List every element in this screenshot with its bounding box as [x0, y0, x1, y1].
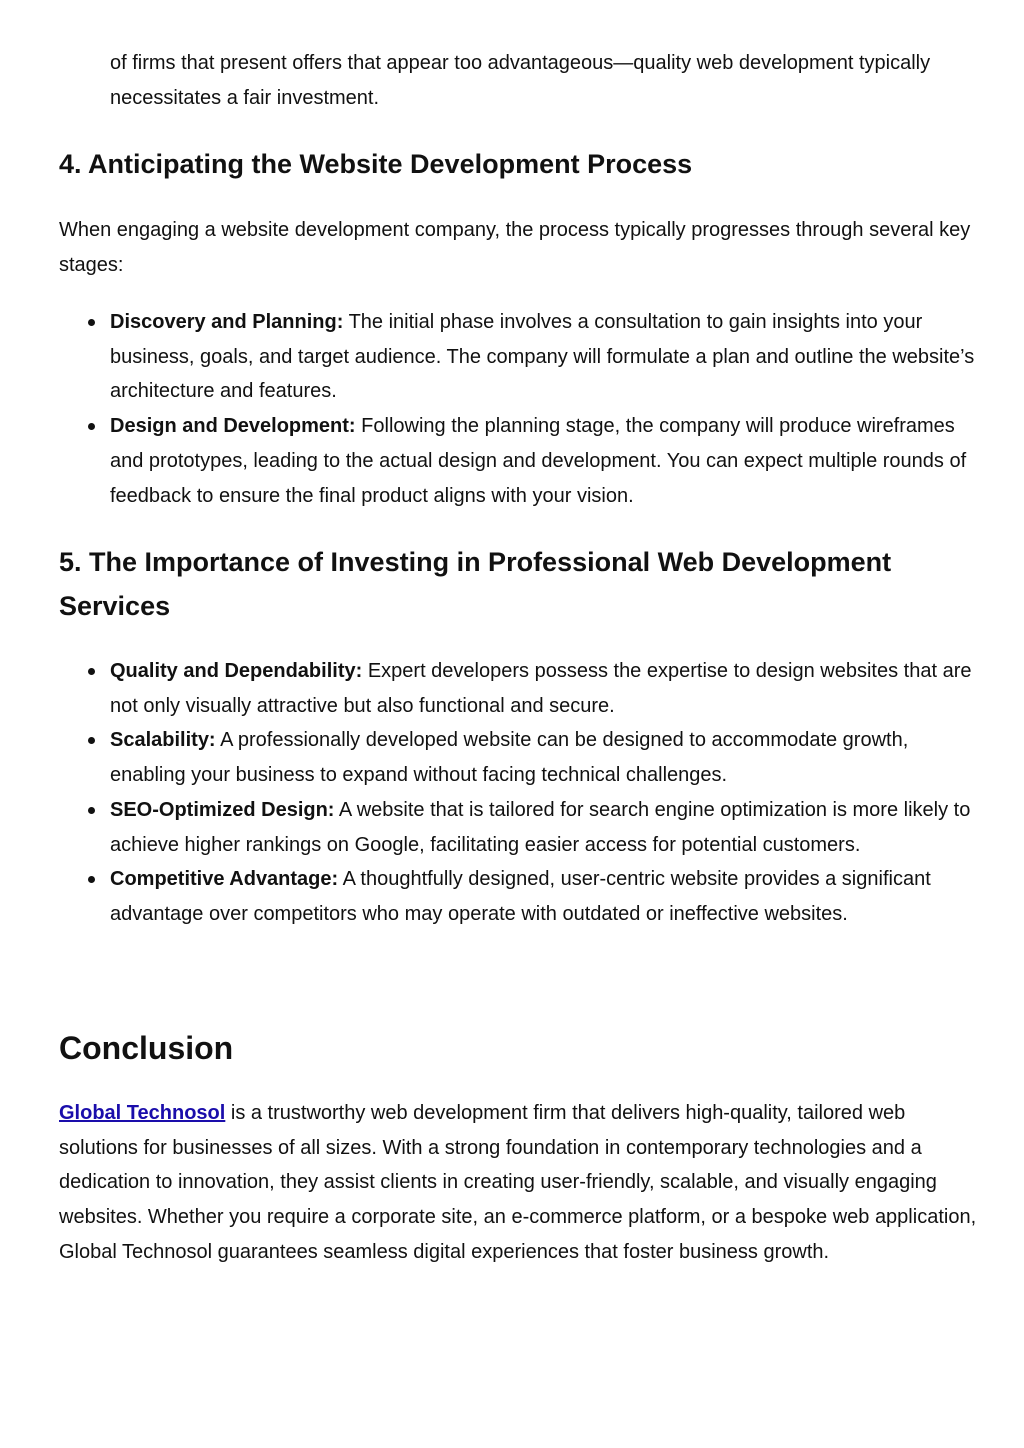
bullet-icon: [88, 737, 95, 744]
list-item-scalability: [59, 723, 989, 792]
conclusion-text: is a trustworthy web development firm that delivers high-quality, tailored web solutions for businesses of all sizes. With a strong foundation in contemporary technologies and a dedication to innovation, they assist clients in creating user-friendly, scalable, and visually engaging websites. Whether you require a corporate site, an e-commerce platform, or a bespoke web application, Global Technosol guarantees seamless digital experiences that foster business growth.: [59, 1102, 977, 1263]
bullet-icon: [88, 319, 95, 326]
conclusion-heading: Conclusion: [59, 1030, 234, 1066]
list-item-seo-optimized-design: [59, 793, 989, 862]
list-item-text: A professionally developed website can be designed to accommodate growth, enabling your business to expand without facing technical challenges.: [110, 729, 909, 787]
section-4-heading: 4. Anticipating the Website Development Process: [59, 149, 693, 179]
list-item-competitive-advantage: [59, 862, 989, 931]
list-item-text: Following the planning stage, the company will produce wireframes and prototypes, leading to the actual design and development. You can expect multiple rounds of feedback to ensure the final product aligns with your vision.: [110, 415, 967, 507]
list-item-text: The initial phase involves a consultation to gain insights into your business, goals, and target audience. The company will formulate a plan and outline the website’s architecture and features.: [110, 311, 975, 403]
list-item-text: Expert developers possess the expertise to design websites that are not only visually attractive but also functional and secure.: [110, 660, 972, 717]
list-item-term: Competitive Advantage:: [110, 868, 339, 891]
list-item-quality-dependability: [59, 654, 989, 723]
previous-list-item-continuation: of firms that present offers that appear too advantageous—quality web development typically necessitates a fair investment.: [110, 52, 931, 109]
section-4-intro: When engaging a website development company, the process typically progresses through several key stages:: [59, 219, 971, 276]
bullet-icon: [88, 668, 95, 675]
bullet-icon: [88, 876, 95, 883]
list-item-term: SEO-Optimized Design:: [110, 798, 335, 821]
section-5-heading: 5. The Importance of Investing in Professional Web Development Services: [59, 547, 892, 621]
list-item-term: Scalability:: [110, 729, 216, 752]
list-item-text: A website that is tailored for search engine optimization is more likely to achieve higher rankings on Google, facilitating easier access for potential customers.: [110, 798, 971, 856]
list-item-term: Discovery and Planning:: [110, 311, 344, 333]
section-5-benefit-list: [59, 654, 989, 932]
section-4-stage-list: [59, 305, 989, 513]
bullet-icon: [88, 423, 95, 430]
conclusion-paragraph: [59, 1096, 979, 1270]
global-technosol-link[interactable]: Global Technosol: [59, 1102, 226, 1124]
list-item-term: Quality and Dependability:: [110, 660, 363, 682]
list-item-text: A thoughtfully designed, user-centric website provides a significant advantage over competitors who may operate with outdated or ineffective websites.: [110, 868, 931, 925]
list-item-discovery-planning: [59, 305, 989, 409]
list-item-design-development: [59, 409, 989, 513]
bullet-icon: [88, 807, 95, 814]
list-item-term: Design and Development:: [110, 415, 356, 438]
